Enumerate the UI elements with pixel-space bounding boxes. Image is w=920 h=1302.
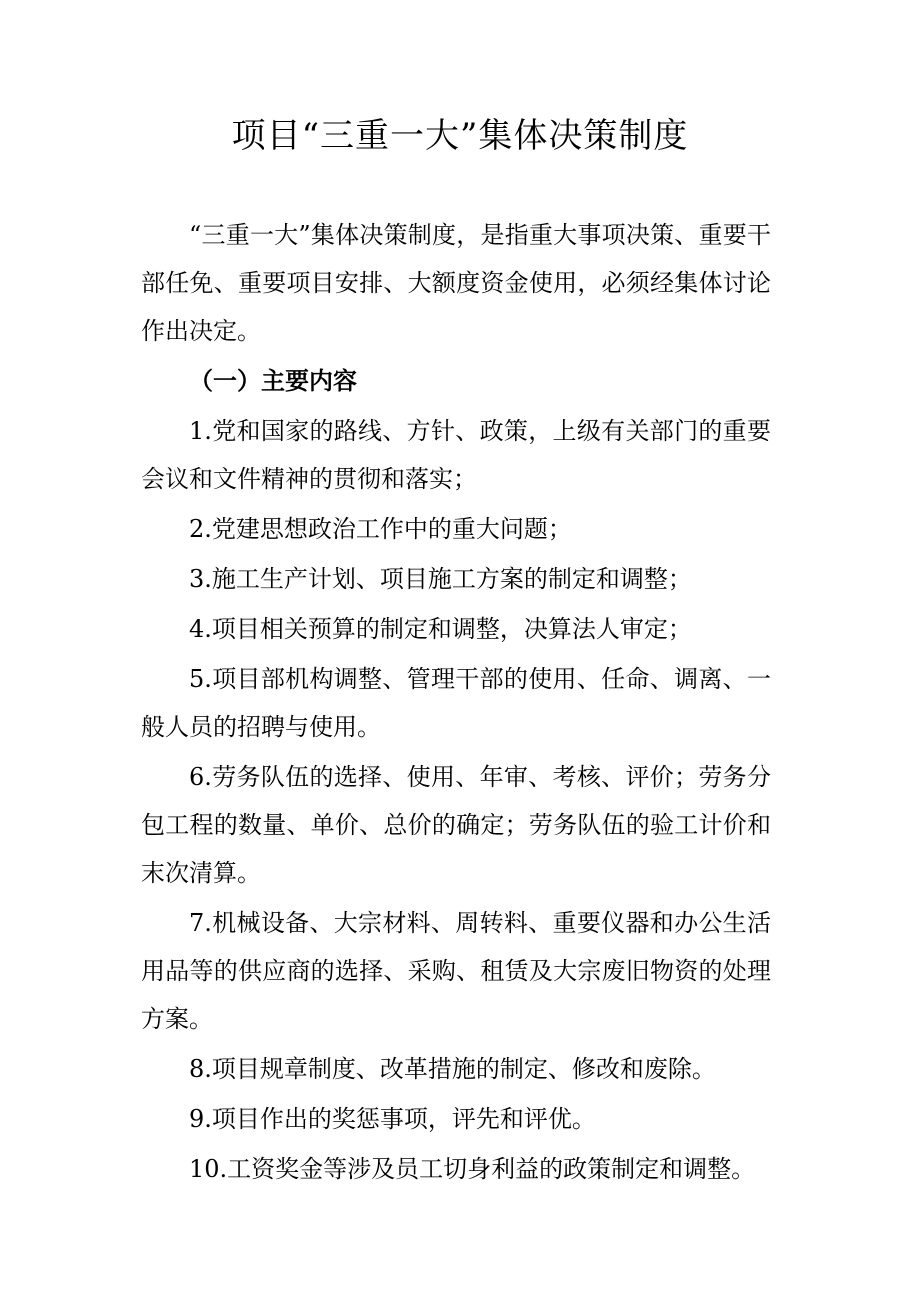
list-item: 6.劳务队伍的选择、使用、年审、考核、评价；劳务分包工程的数量、单价、总价的确定；劳务队伍的验工计价和末次清算。 bbox=[141, 763, 771, 887]
list-item: 10.工资奖金等涉及员工切身利益的政策制定和调整。 bbox=[189, 1155, 756, 1183]
list-item: 5.项目部机构调整、管理干部的使用、任命、调离、一般人员的招聘与使用。 bbox=[141, 665, 771, 741]
section-heading: （一）主要内容 bbox=[189, 366, 357, 395]
list-item: 8.项目规章制度、改革措施的制定、修改和废除。 bbox=[189, 1055, 716, 1083]
intro-paragraph: “三重一大”集体决策制度，是指重大事项决策、重要干部任免、重要项目安排、大额度资金使用，必须经集体讨论作出决定。 bbox=[141, 221, 771, 345]
list-item: 2.党建思想政治工作中的重大问题； bbox=[189, 515, 572, 543]
list-item: 3.施工生产计划、项目施工方案的制定和调整； bbox=[189, 565, 692, 593]
list-item: 9.项目作出的奖惩事项，评先和评优。 bbox=[189, 1105, 596, 1133]
document-title: 项目“三重一大”集体决策制度 bbox=[231, 116, 689, 156]
list-item: 1.党和国家的路线、方针、政策，上级有关部门的重要会议和文件精神的贯彻和落实； bbox=[141, 417, 771, 493]
list-item: 7.机械设备、大宗材料、周转料、重要仪器和办公生活用品等的供应商的选择、采购、租赁及大宗废旧物资的处理方案。 bbox=[141, 909, 771, 1033]
list-item: 4.项目相关预算的制定和调整，决算法人审定； bbox=[189, 615, 692, 643]
document-body bbox=[141, 211, 771, 1193]
